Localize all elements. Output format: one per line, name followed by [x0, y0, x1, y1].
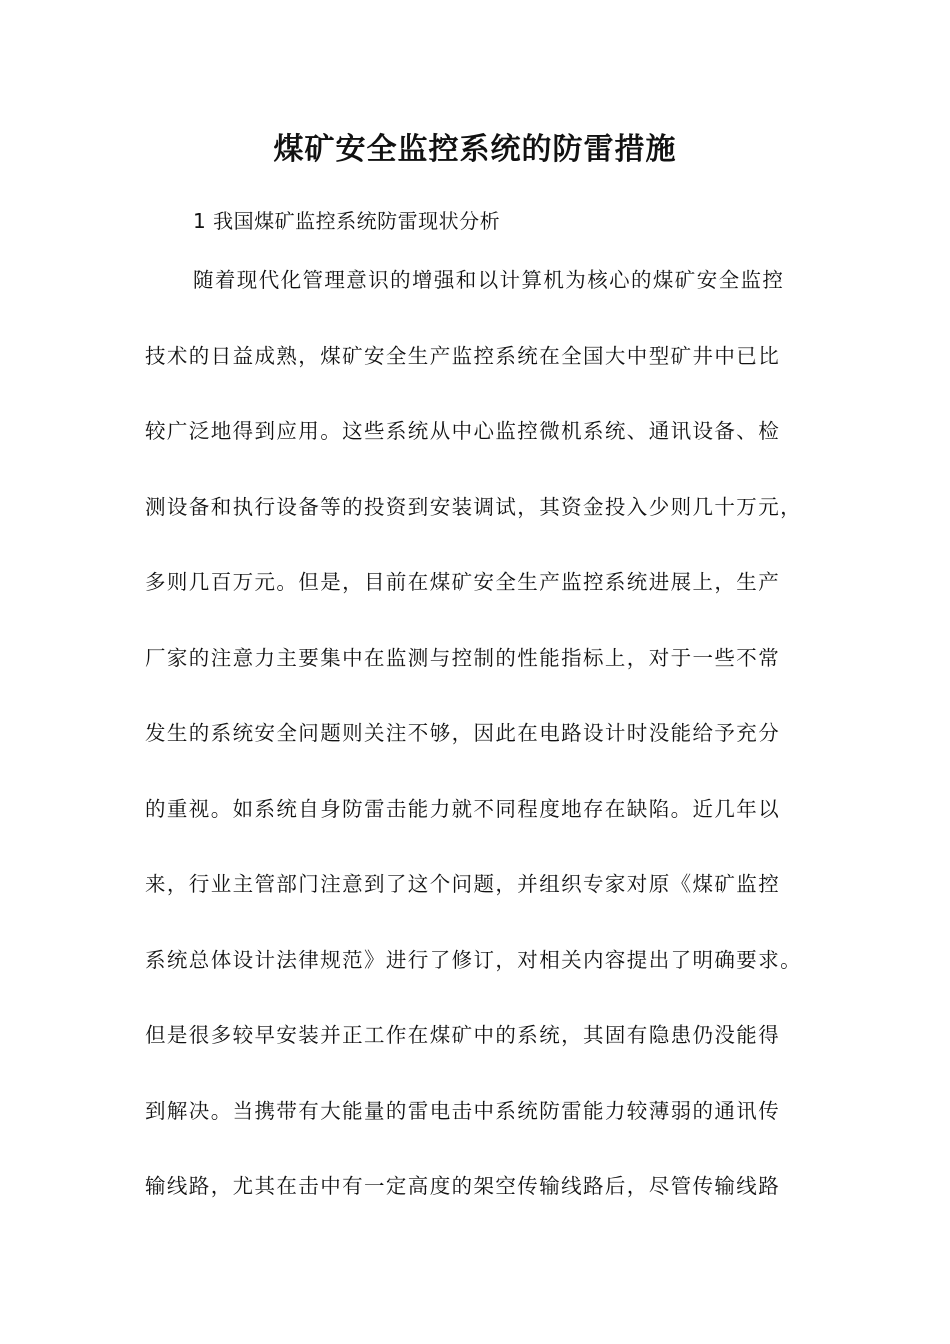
- paragraph-line: 到解决。当携带有大能量的雷电击中系统防雷能力较薄弱的通讯传: [145, 1099, 781, 1123]
- paragraph-line: 较广泛地得到应用。这些系统从中心监控微机系统、通讯设备、检: [145, 419, 781, 443]
- paragraph-line: 的重视。如系统自身防雷击能力就不同程度地存在缺陷。近几年以: [145, 797, 781, 821]
- paragraph-line: 技术的日益成熟，煤矿安全生产监控系统在全国大中型矿井中已比: [145, 344, 781, 368]
- paragraph-line: 输线路，尤其在击中有一定高度的架空传输线路后，尽管传输线路: [145, 1174, 781, 1198]
- paragraph-line: 随着现代化管理意识的增强和以计算机为核心的煤矿安全监控: [193, 268, 785, 292]
- paragraph-line: 来，行业主管部门注意到了这个问题，并组织专家对原《煤矿监控: [145, 872, 781, 896]
- paragraph-line: 系统总体设计法律规范》进行了修订，对相关内容提出了明确要求。: [145, 948, 802, 972]
- section-heading: 1 我国煤矿监控系统防雷现状分析: [193, 209, 501, 233]
- paragraph-line: 但是很多较早安装并正工作在煤矿中的系统，其固有隐患仍没能得: [145, 1023, 781, 1047]
- document-title: 煤矿安全监控系统的防雷措施: [273, 132, 677, 167]
- paragraph-line: 发生的系统安全问题则关注不够，因此在电路设计时没能给予充分: [145, 721, 781, 745]
- paragraph-line: 多则几百万元。但是，目前在煤矿安全生产监控系统进展上，生产: [145, 570, 781, 594]
- paragraph-line: 厂家的注意力主要集中在监测与控制的性能指标上，对于一些不常: [145, 646, 781, 670]
- paragraph-line: 测设备和执行设备等的投资到安装调试，其资金投入少则几十万元，: [145, 495, 802, 519]
